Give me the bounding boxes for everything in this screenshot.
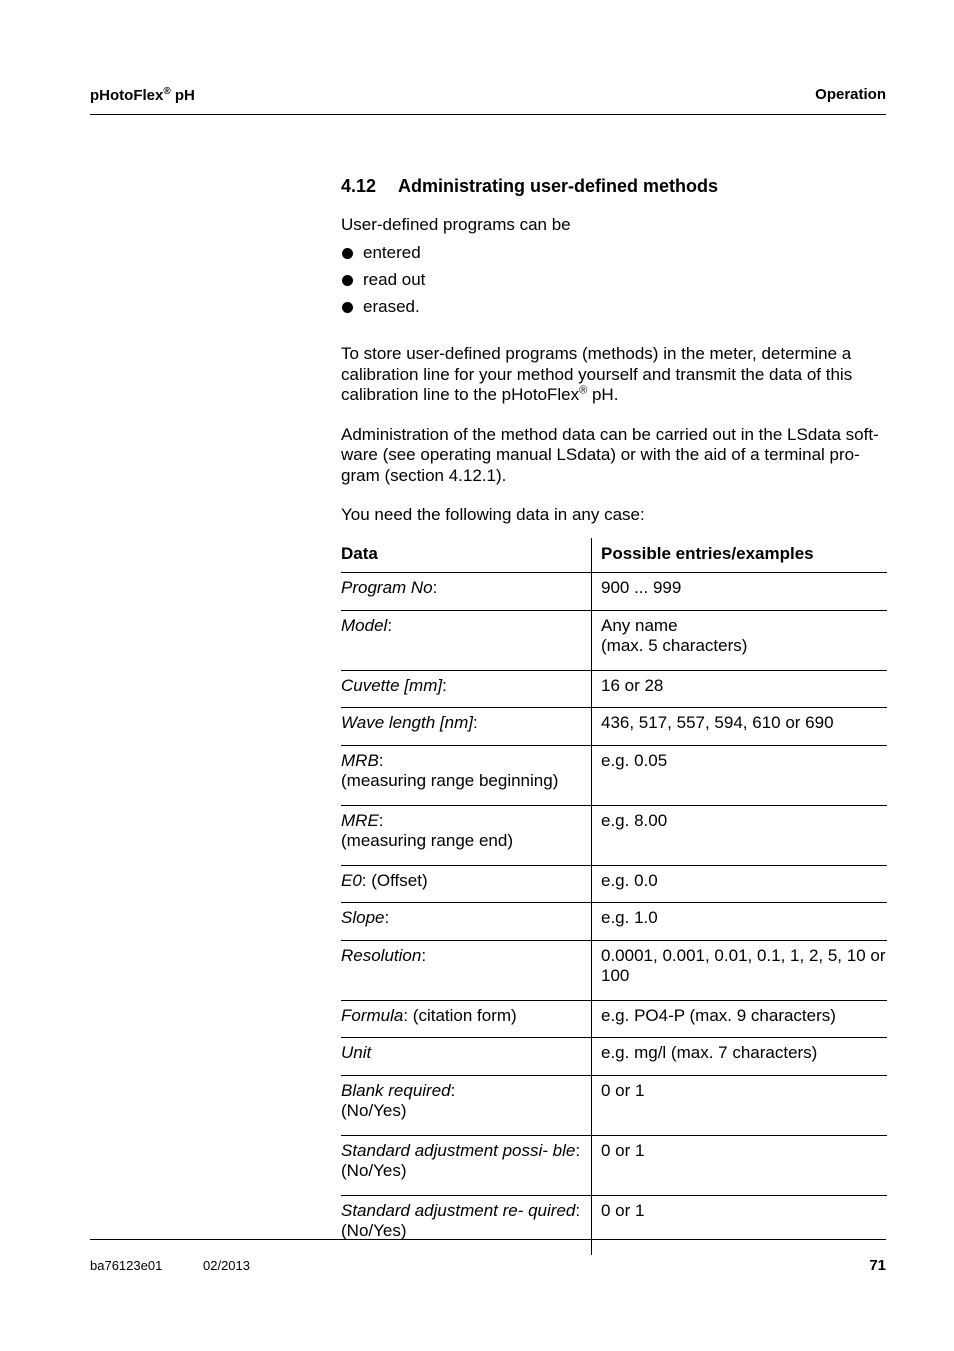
- column-header-data: Data: [341, 538, 592, 573]
- value-line: Any name: [601, 615, 678, 635]
- section-title: Administrating user-defined methods: [398, 176, 719, 196]
- table-row: [341, 670, 887, 708]
- field-suffix: :: [378, 810, 384, 830]
- bullet-item: [341, 243, 887, 270]
- field-description: (measuring range beginning): [341, 771, 559, 790]
- document-id: ba76123e01: [90, 1258, 163, 1273]
- para1-text: To store user-defined programs (methods) in the meter, determine a calibration line for your method yourself and transmit the data of this calibration line to the pHotoFlex: [341, 344, 853, 404]
- value-cell: 0 or 1: [601, 1200, 645, 1220]
- section-heading: [341, 176, 887, 197]
- field-suffix: : (No/Yes): [341, 1200, 581, 1240]
- data-cell: [341, 1038, 592, 1076]
- bullet-text: read out: [363, 270, 426, 289]
- page-number: 71: [869, 1257, 886, 1274]
- bullet-list: [341, 243, 887, 324]
- value-cell: e.g. 8.00: [601, 810, 668, 830]
- value-cell: e.g. mg/l (max. 7 characters): [601, 1043, 818, 1062]
- data-cell: [341, 940, 592, 1000]
- field-name: Resolution: [341, 945, 422, 965]
- data-cell: [341, 573, 592, 611]
- field-name: MRB: [341, 750, 379, 770]
- data-cell: [341, 865, 592, 903]
- data-cell: [341, 708, 592, 746]
- bullet-text: erased.: [363, 297, 420, 316]
- field-name: Model: [341, 615, 388, 635]
- field-name: Program No: [341, 578, 433, 597]
- para1-end: pH.: [587, 385, 619, 404]
- field-name: Unit: [341, 1043, 372, 1062]
- value-cell: 436, 517, 557, 594, 610 or 690: [601, 713, 834, 732]
- field-description: (measuring range end): [341, 831, 513, 850]
- bullet-icon: [342, 275, 353, 286]
- table-row: [341, 940, 887, 1000]
- field-suffix: :: [384, 908, 390, 927]
- field-suffix: :: [442, 675, 447, 695]
- table-row: [341, 865, 887, 903]
- value-cell: e.g. 1.0: [601, 908, 658, 927]
- paragraph-store: [341, 344, 887, 406]
- table-header-row: [341, 538, 887, 573]
- registered-mark: ®: [163, 86, 171, 97]
- table-row: [341, 573, 887, 611]
- bullet-item: [341, 270, 887, 297]
- data-cell: [341, 670, 592, 708]
- data-cell: [341, 1075, 592, 1135]
- value-line: (max. 5 characters): [601, 636, 748, 655]
- value-cell: 16 or 28: [601, 675, 664, 695]
- column-header-entries: Possible entries/examples: [601, 543, 814, 563]
- intro-text: User-defined programs can be: [341, 214, 571, 234]
- page-footer: [90, 1239, 886, 1280]
- table-row: [341, 805, 887, 865]
- paragraph-data-needed: You need the following data in any case:: [341, 505, 645, 524]
- data-cell: [341, 1000, 592, 1038]
- field-name: Slope: [341, 908, 385, 927]
- field-suffix: : (No/Yes): [341, 1140, 581, 1180]
- value-cell: [592, 610, 888, 670]
- table-row: [341, 745, 887, 805]
- data-cell: [341, 805, 592, 865]
- bullet-item: [341, 297, 887, 324]
- data-cell: [341, 903, 592, 941]
- field-description: (No/Yes): [341, 1101, 407, 1120]
- table-row: [341, 708, 887, 746]
- value-cell: 0 or 1: [601, 1080, 645, 1100]
- data-cell: [341, 610, 592, 670]
- main-content: [341, 176, 887, 1255]
- bullet-icon: [342, 248, 353, 259]
- data-cell: [341, 745, 592, 805]
- field-name: Standard adjustment re- quired: [341, 1200, 576, 1220]
- value-cell: e.g. PO4-P (max. 9 characters): [601, 1005, 836, 1025]
- table-row: [341, 1075, 887, 1135]
- bullet-icon: [342, 302, 353, 313]
- value-cell: e.g. 0.05: [601, 750, 668, 770]
- table-row: [341, 1038, 887, 1076]
- field-suffix: :: [421, 945, 427, 965]
- field-suffix: :: [387, 615, 393, 635]
- data-cell: [341, 1135, 592, 1195]
- page-header: [90, 84, 886, 115]
- table-row: [341, 1135, 887, 1195]
- header-product: [90, 86, 195, 104]
- para1-registered-mark: ®: [579, 384, 588, 397]
- field-suffix: :: [432, 578, 438, 597]
- field-suffix: : (Offset): [361, 870, 428, 890]
- bullet-text: entered: [363, 243, 421, 262]
- field-name: Blank required: [341, 1080, 451, 1100]
- field-name: MRE: [341, 810, 379, 830]
- table-row: [341, 903, 887, 941]
- field-suffix: :: [450, 1080, 456, 1100]
- field-name: Standard adjustment possi- ble: [341, 1140, 576, 1160]
- value-cell: 0 or 1: [601, 1140, 645, 1160]
- value-cell: e.g. 0.0: [601, 870, 658, 890]
- field-suffix: : (citation form): [403, 1005, 517, 1025]
- table-row: [341, 1000, 887, 1038]
- header-chapter: Operation: [815, 86, 886, 103]
- field-suffix: :: [472, 713, 478, 732]
- header-product-name: pHotoFlex: [90, 87, 164, 104]
- value-cell: 0.0001, 0.001, 0.01, 0.1, 1, 2, 5, 10 or 100: [601, 945, 886, 985]
- table-row: [341, 610, 887, 670]
- paragraph-administration: Administration of the method data can be carried out in the LSdata soft- ware (see operating manual LSdata) or with the aid of a terminal pro- gram (section 4.12.1).: [341, 424, 879, 485]
- section-number: 4.12: [341, 176, 377, 196]
- field-suffix: :: [378, 750, 384, 770]
- field-name: Cuvette [mm]: [341, 675, 443, 695]
- field-name: E0: [341, 870, 362, 890]
- document-date: 02/2013: [203, 1258, 250, 1273]
- header-product-suffix: pH: [170, 87, 195, 104]
- value-cell: 900 ... 999: [601, 578, 682, 597]
- method-data-table: [341, 538, 887, 1255]
- field-name: Formula: [341, 1005, 404, 1025]
- field-name: Wave length [nm]: [341, 713, 473, 732]
